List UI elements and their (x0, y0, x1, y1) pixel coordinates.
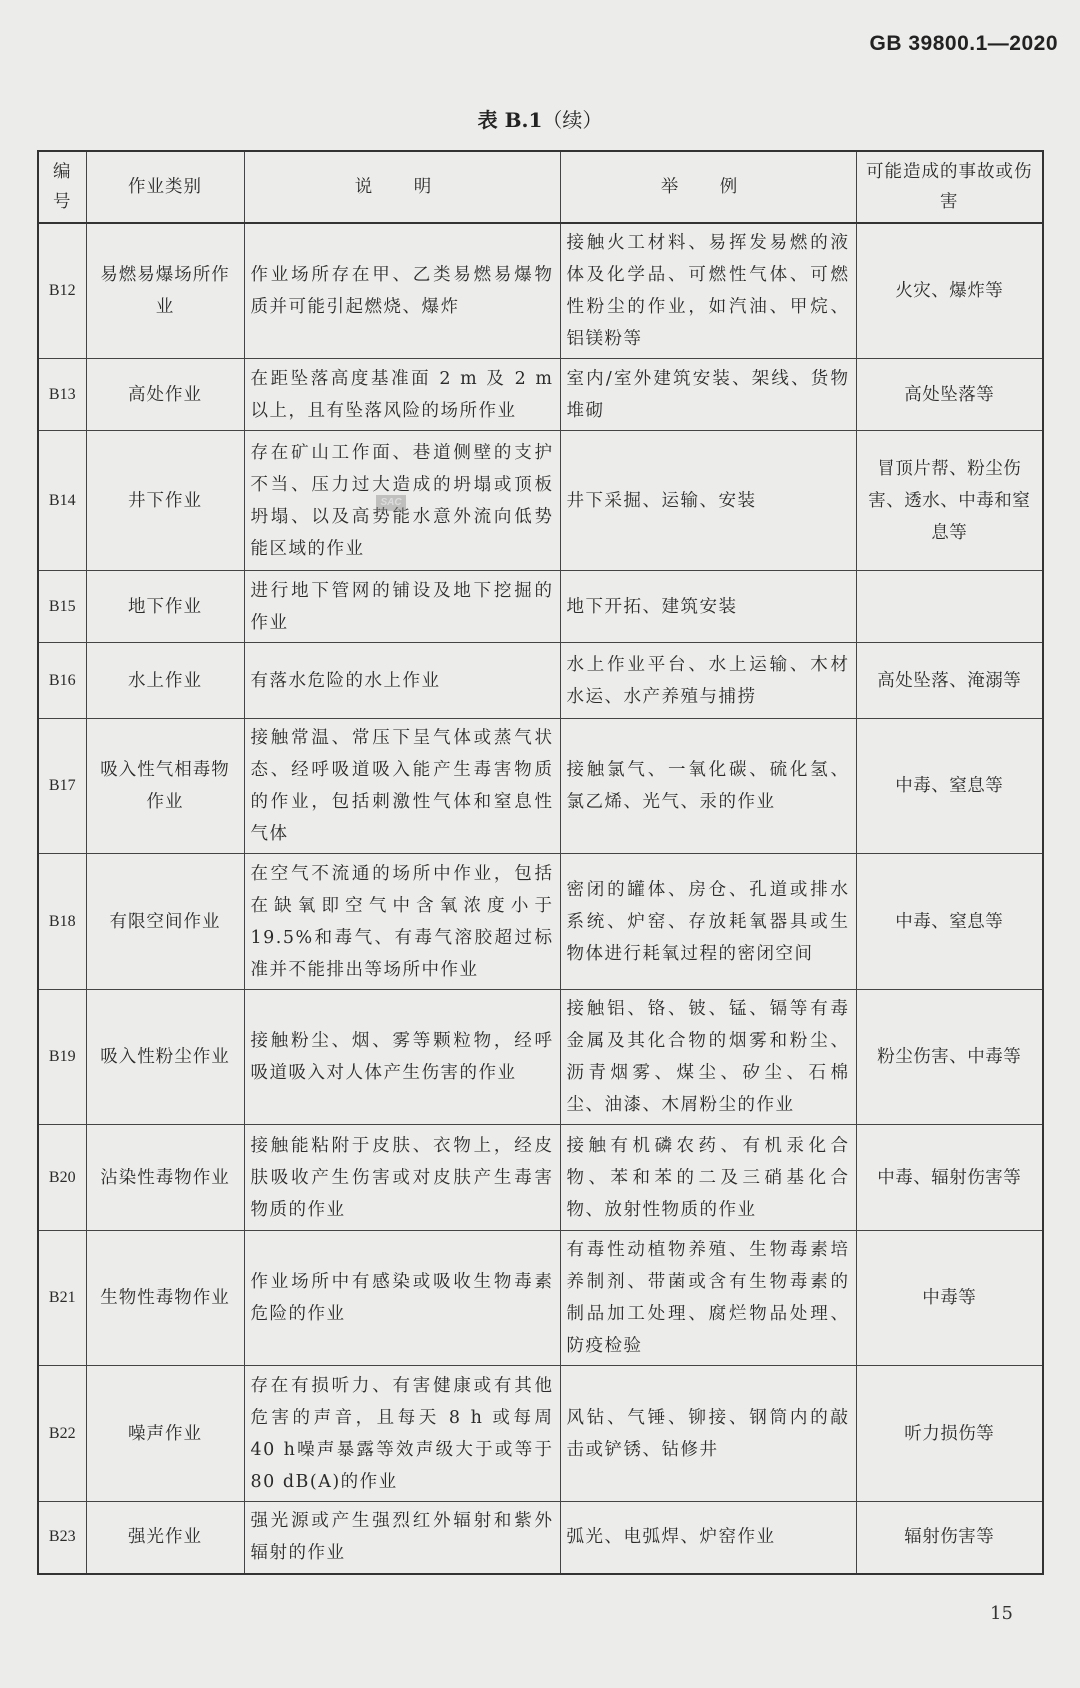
cell-id: B18 (38, 854, 86, 990)
cell-category: 易燃易爆场所作业 (86, 223, 244, 359)
cell-description: 作业场所存在甲、乙类易燃易爆物质并可能引起燃烧、爆炸 (244, 223, 560, 359)
cell-harms: 中毒等 (856, 1231, 1043, 1366)
cell-category: 地下作业 (86, 571, 244, 643)
table-row (38, 359, 1043, 431)
cell-id: B19 (38, 990, 86, 1125)
table-row (38, 1125, 1043, 1231)
cell-examples: 水上作业平台、水上运输、木材水运、水产养殖与捕捞 (560, 643, 856, 719)
cell-category: 噪声作业 (86, 1366, 244, 1502)
cell-examples: 风钻、气锤、铆接、钢筒内的敲击或铲锈、钻修井 (560, 1366, 856, 1502)
cell-examples: 接触有机磷农药、有机汞化合物、苯和苯的二及三硝基化合物、放射性物质的作业 (560, 1125, 856, 1231)
hazard-work-table (37, 150, 1044, 1575)
cell-id: B22 (38, 1366, 86, 1502)
cell-examples: 弧光、电弧焊、炉窑作业 (560, 1502, 856, 1574)
table-header-row (38, 151, 1043, 223)
table-row (38, 571, 1043, 643)
cell-category: 有限空间作业 (86, 854, 244, 990)
column-header-description: 说 明 (244, 151, 560, 223)
cell-id: B12 (38, 223, 86, 359)
table-row (38, 643, 1043, 719)
cell-description: 接触粉尘、烟、雾等颗粒物，经呼吸道吸入对人体产生伤害的作业 (244, 990, 560, 1125)
cell-description: 存在矿山工作面、巷道侧壁的支护不当、压力过大造成的坍塌或顶板坍塌、以及高势能水意外流向低势能区域的作业 (244, 431, 560, 571)
cell-id: B14 (38, 431, 86, 571)
cell-id: B17 (38, 719, 86, 854)
cell-id: B16 (38, 643, 86, 719)
cell-description: 存在有损听力、有害健康或有其他危害的声音，且每天 8 h 或每周 40 h噪声暴露等效声级大于或等于 80 dB(A)的作业 (244, 1366, 560, 1502)
cell-examples: 室内/室外建筑安装、架线、货物堆砌 (560, 359, 856, 431)
cell-examples: 有毒性动植物养殖、生物毒素培养制剂、带菌或含有生物毒素的制品加工处理、腐烂物品处理、防疫检验 (560, 1231, 856, 1366)
cell-harms: 冒顶片帮、粉尘伤害、透水、中毒和窒息等 (856, 431, 1043, 571)
cell-description: 接触常温、常压下呈气体或蒸气状态、经呼吸道吸入能产生毒害物质的作业，包括刺激性气体和窒息性气体 (244, 719, 560, 854)
cell-harms: 高处坠落、淹溺等 (856, 643, 1043, 719)
cell-harms: 中毒、窒息等 (856, 719, 1043, 854)
table-row (38, 1502, 1043, 1574)
cell-description: 有落水危险的水上作业 (244, 643, 560, 719)
cell-id: B21 (38, 1231, 86, 1366)
cell-category: 高处作业 (86, 359, 244, 431)
cell-examples: 密闭的罐体、房仓、孔道或排水系统、炉窑、存放耗氧器具或生物体进行耗氧过程的密闭空间 (560, 854, 856, 990)
column-header-category: 作业类别 (86, 151, 244, 223)
cell-harms: 听力损伤等 (856, 1366, 1043, 1502)
column-header-harms: 可能造成的事故或伤害 (856, 151, 1043, 223)
cell-examples: 地下开拓、建筑安装 (560, 571, 856, 643)
cell-id: B23 (38, 1502, 86, 1574)
cell-id: B20 (38, 1125, 86, 1231)
cell-category: 强光作业 (86, 1502, 244, 1574)
cell-harms: 高处坠落等 (856, 359, 1043, 431)
table-row (38, 431, 1043, 571)
table-row (38, 990, 1043, 1125)
cell-examples: 接触火工材料、易挥发易燃的液体及化学品、可燃性气体、可燃性粉尘的作业，如汽油、甲烷、铝镁粉等 (560, 223, 856, 359)
cell-category: 沾染性毒物作业 (86, 1125, 244, 1231)
cell-examples: 接触铝、铬、铍、锰、镉等有毒金属及其化合物的烟雾和粉尘、沥青烟雾、煤尘、矽尘、石棉尘、油漆、木屑粉尘的作业 (560, 990, 856, 1125)
table-row (38, 223, 1043, 359)
cell-category: 生物性毒物作业 (86, 1231, 244, 1366)
cell-harms: 中毒、辐射伤害等 (856, 1125, 1043, 1231)
page-number: 15 (990, 1603, 1013, 1624)
table-row (38, 719, 1043, 854)
cell-examples: 接触氯气、一氧化碳、硫化氢、氯乙烯、光气、汞的作业 (560, 719, 856, 854)
cell-id: B13 (38, 359, 86, 431)
column-header-examples: 举 例 (560, 151, 856, 223)
cell-category: 井下作业 (86, 431, 244, 571)
standard-code: GB 39800.1—2020 (869, 32, 1058, 55)
cell-harms: 火灾、爆炸等 (856, 223, 1043, 359)
cell-description: 在空气不流通的场所中作业，包括在缺氧即空气中含氧浓度小于19.5%和毒气、有毒气溶胶超过标准并不能排出等场所中作业 (244, 854, 560, 990)
cell-id: B15 (38, 571, 86, 643)
cell-description: 进行地下管网的铺设及地下挖掘的作业 (244, 571, 560, 643)
cell-harms: 辐射伤害等 (856, 1502, 1043, 1574)
cell-description: 作业场所中有感染或吸收生物毒素危险的作业 (244, 1231, 560, 1366)
sac-watermark: SAC (376, 495, 406, 511)
table-row (38, 854, 1043, 990)
cell-category: 水上作业 (86, 643, 244, 719)
cell-category: 吸入性气相毒物作业 (86, 719, 244, 854)
table-row (38, 1366, 1043, 1502)
table-title-label: 表 B.1 (477, 108, 543, 132)
table-title-continued: （续） (542, 108, 603, 132)
table-title (0, 104, 1080, 133)
cell-description: 在距坠落高度基准面 2 m 及 2 m 以上，且有坠落风险的场所作业 (244, 359, 560, 431)
cell-description: 接触能粘附于皮肤、衣物上，经皮肤吸收产生伤害或对皮肤产生毒害物质的作业 (244, 1125, 560, 1231)
cell-description: 强光源或产生强烈红外辐射和紫外辐射的作业 (244, 1502, 560, 1574)
cell-harms (856, 571, 1043, 643)
table-row (38, 1231, 1043, 1366)
cell-harms: 粉尘伤害、中毒等 (856, 990, 1043, 1125)
column-header-id: 编号 (38, 151, 86, 223)
cell-harms: 中毒、窒息等 (856, 854, 1043, 990)
cell-category: 吸入性粉尘作业 (86, 990, 244, 1125)
cell-examples: 井下采掘、运输、安装 (560, 431, 856, 571)
